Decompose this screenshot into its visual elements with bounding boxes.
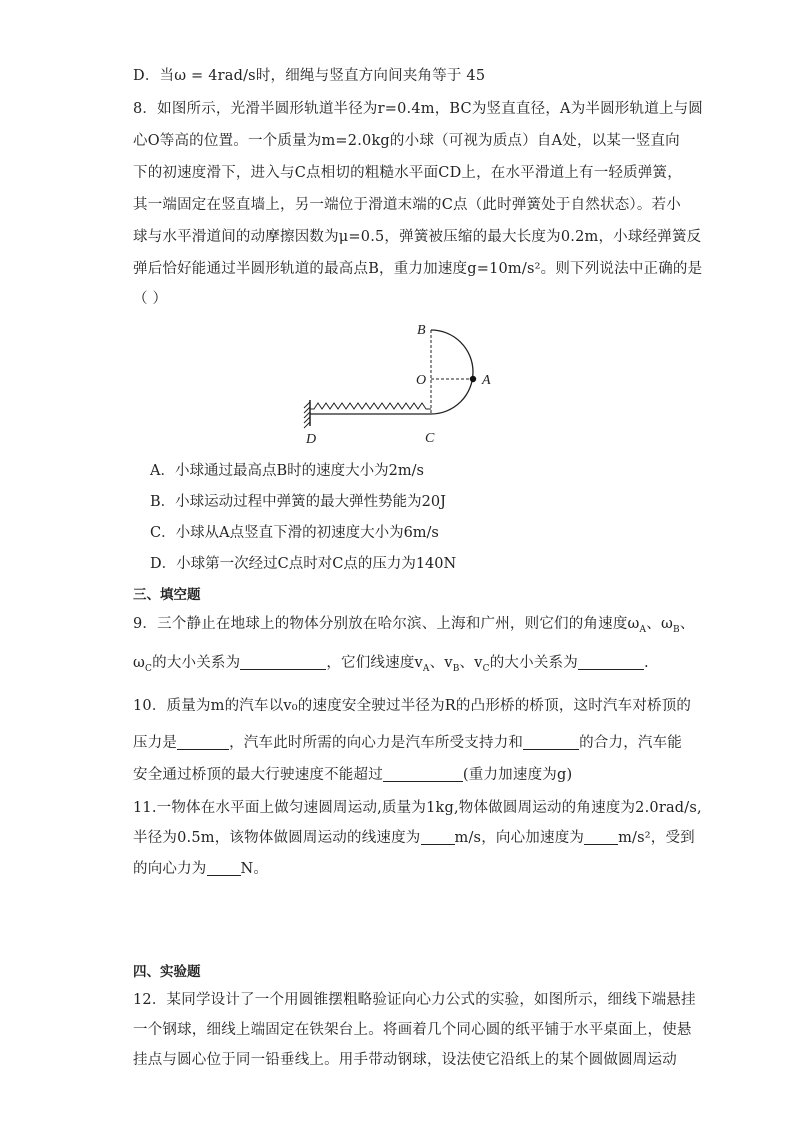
q8-line-3: 下的初速度滑下，进入与C点相切的粗糙水平面CD上，在水平滑道上有一轻质弹簧，: [133, 165, 682, 181]
q8-track-figure: [300, 318, 500, 453]
q8-option-b: B．小球运动过程中弹簧的最大弹性势能为20J: [150, 494, 446, 510]
q8-line-5: 球与水平滑道间的动摩擦因数为μ=0.5，弹簧被压缩的最大长度为0.2m，小球经弹簧反: [133, 229, 702, 245]
q11-line-2: 半径为0.5m，该物体做圆周运动的线速度为 m/s，向心加速度为 m/s²，受到: [133, 830, 695, 846]
section-4-title: 四、实验题: [133, 964, 201, 980]
q8-option-c: C．小球从A点竖直下滑的初速度大小为6m/s: [150, 525, 439, 541]
label-d: D: [306, 432, 317, 447]
q9-line-1: 9．三个静止在地球上的物体分别放在哈尔滨、上海和广州，则它们的角速度$\omega_A$、$\omega_B$、: [133, 616, 695, 635]
label-b: B: [417, 323, 426, 338]
q11-blank-1[interactable]: [421, 829, 455, 845]
ball: [470, 376, 476, 382]
q12-line-1: 12．某同学设计了一个用圆锥摆粗略验证向心力公式的实验，如图所示，细线下端悬挂: [133, 992, 696, 1008]
q10-line-2: 压力是 ，汽车此时所需的向心力是汽车所受支持力和 的合力，汽车能: [133, 735, 683, 751]
section-3-title: 三、填空题: [133, 587, 201, 603]
q10-line-1: 10．质量为m的汽车以v₀的速度安全驶过半径为R的凸形桥的桥顶，这时汽车对桥顶的: [133, 698, 692, 714]
spring: [310, 403, 431, 409]
q10-line-3: 安全通过桥顶的最大行驶速度不能超过 (重力加速度为g): [133, 767, 573, 783]
q11-line-1: 11.一物体在水平面上做匀速圆周运动,质量为1kg,物体做圆周运动的角速度为2.0rad/s,: [133, 800, 702, 816]
q12-line-2: 一个钢球，细线上端固定在铁架台上。将画着几个同心圆的纸平铺于水平桌面上，使悬: [133, 1022, 692, 1038]
q9-blank-1[interactable]: [240, 654, 326, 670]
q8-option-d: D．小球第一次经过C点时对C点的压力为140N: [150, 556, 457, 572]
q11-blank-2[interactable]: [584, 829, 618, 845]
q8-line-4: 其一端固定在竖直墙上，另一端位于滑道末端的C点（此时弹簧处于自然状态）。若小: [133, 197, 681, 213]
wall-hatch: [304, 402, 310, 428]
q8-line-1: 8．如图所示，光滑半圆形轨道半径为r=0.4m，BC为竖直直径，A为半圆形轨道上与圆: [133, 101, 704, 117]
label-o: O: [416, 373, 427, 388]
q8-line-2: 心O等高的位置。一个质量为m=2.0kg的小球（可视为质点）自A处，以某一竖直向: [133, 133, 680, 149]
q7-option-d: D．当ω = 4rad/s时，细绳与竖直方向间夹角等于 45: [133, 68, 486, 84]
label-a: A: [482, 373, 491, 388]
q8-option-a: A．小球通过最高点B时的速度大小为2m/s: [150, 463, 424, 479]
semicircle-track: [431, 330, 473, 414]
q11-blank-3[interactable]: [207, 860, 241, 876]
q10-blank-2[interactable]: [523, 734, 579, 750]
q9-line-2: $\omega_C$的大小关系为 ，它们线速度$v_A$、$v_B$、$v_C$的大小关系为 .: [133, 655, 649, 674]
q8-answer-bracket: （ ）: [133, 291, 168, 307]
label-c: C: [425, 431, 435, 446]
q8-line-6: 弹后恰好能通过半圆形轨道的最高点B，重力加速度g=10m/s²。则下列说法中正确的是: [133, 261, 703, 277]
q11-line-3: 的向心力为 N。: [133, 861, 269, 877]
q10-blank-3[interactable]: [383, 766, 463, 782]
q10-blank-1[interactable]: [177, 734, 229, 750]
q12-line-3: 挂点与圆心位于同一铅垂线上。用手带动钢球，设法使它沿纸上的某个圆做圆周运动: [133, 1052, 677, 1068]
q9-blank-2[interactable]: [578, 654, 644, 670]
